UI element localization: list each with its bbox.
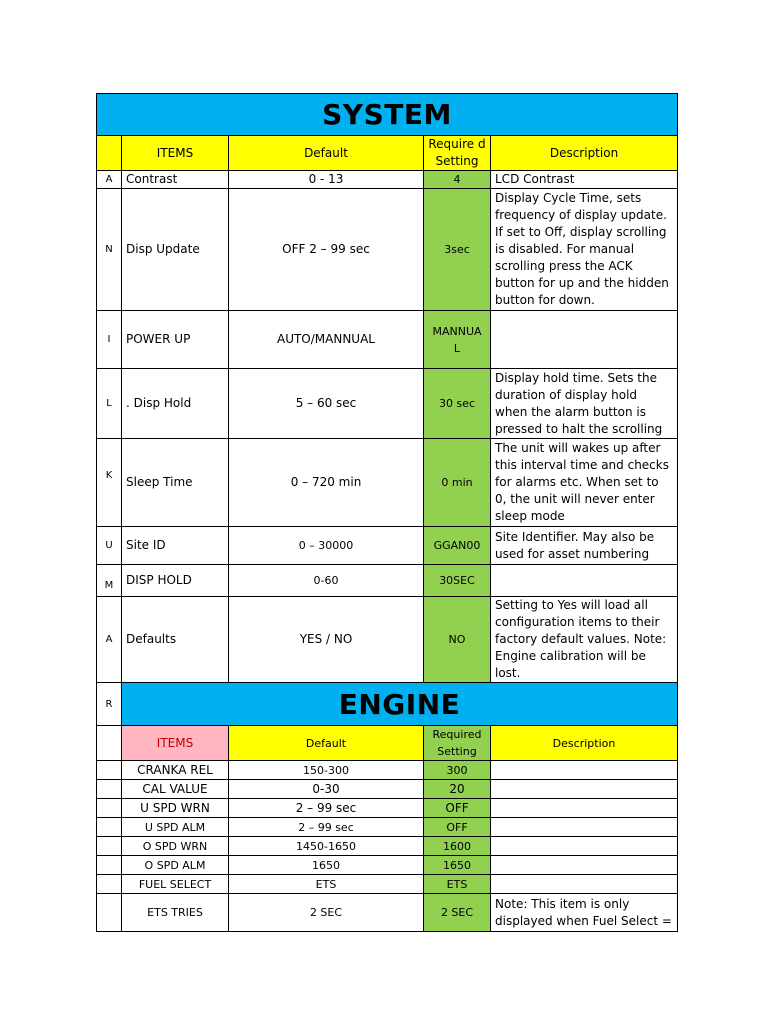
default-value: YES / NO xyxy=(229,597,424,683)
table-row xyxy=(97,799,678,818)
required-setting: 0 min xyxy=(424,439,491,527)
default-value: 2 – 99 sec xyxy=(229,818,424,837)
description xyxy=(491,565,678,597)
header-required-setting: Required Setting xyxy=(424,726,491,761)
required-setting: 30 sec xyxy=(424,369,491,439)
table-row xyxy=(97,761,678,780)
table-row xyxy=(97,818,678,837)
table-row xyxy=(97,171,678,189)
row-letter: N xyxy=(97,189,122,311)
default-value: 2 SEC xyxy=(229,894,424,932)
required-setting: 300 xyxy=(424,761,491,780)
default-value: 0-30 xyxy=(229,780,424,799)
table-row xyxy=(97,527,678,565)
description xyxy=(491,780,678,799)
description xyxy=(491,875,678,894)
header-letter-cell xyxy=(97,136,122,171)
default-value: 1650 xyxy=(229,856,424,875)
item-name: CAL VALUE xyxy=(122,780,229,799)
system-title: SYSTEM xyxy=(97,94,678,136)
item-name: Disp Update xyxy=(122,189,229,311)
header-default: Default xyxy=(229,136,424,171)
header-items: ITEMS xyxy=(122,136,229,171)
description: LCD Contrast xyxy=(491,171,678,189)
item-name: CRANKA REL xyxy=(122,761,229,780)
default-value: OFF 2 – 99 sec xyxy=(229,189,424,311)
row-letter: R xyxy=(97,683,122,726)
item-name: Sleep Time xyxy=(122,439,229,527)
description xyxy=(491,818,678,837)
required-setting: MANNUA L xyxy=(424,311,491,369)
item-name: Site ID xyxy=(122,527,229,565)
item-name: U SPD ALM xyxy=(122,818,229,837)
description: Display Cycle Time, sets frequency of display update. If set to Off, display scrolling is disabled. For manual scrolling press the ACK button for up and the hidden button for down. xyxy=(491,189,678,311)
table-row xyxy=(97,369,678,439)
description: Site Identifier. May also be used for asset numbering xyxy=(491,527,678,565)
row-letter: I xyxy=(97,311,122,369)
item-name: Defaults xyxy=(122,597,229,683)
table-row xyxy=(97,565,678,597)
row-letter xyxy=(97,780,122,799)
required-setting: 1650 xyxy=(424,856,491,875)
header-required-setting: Require d Setting xyxy=(424,136,491,171)
default-value: ETS xyxy=(229,875,424,894)
row-letter xyxy=(97,837,122,856)
description: Note: This item is only displayed when Fuel Select = xyxy=(491,894,678,932)
required-setting: ETS xyxy=(424,875,491,894)
item-name: O SPD ALM xyxy=(122,856,229,875)
default-value: 0 - 13 xyxy=(229,171,424,189)
header-description: Description xyxy=(491,136,678,171)
default-value: 5 – 60 sec xyxy=(229,369,424,439)
required-setting: OFF xyxy=(424,818,491,837)
row-letter xyxy=(97,894,122,932)
default-value: 0 – 30000 xyxy=(229,527,424,565)
description xyxy=(491,799,678,818)
required-setting: 30SEC xyxy=(424,565,491,597)
table-row xyxy=(97,780,678,799)
item-name: ETS TRIES xyxy=(122,894,229,932)
row-letter: L xyxy=(97,369,122,439)
engine-title: ENGINE xyxy=(122,683,678,726)
row-letter xyxy=(97,875,122,894)
description xyxy=(491,311,678,369)
row-letter: U xyxy=(97,527,122,565)
table-row xyxy=(97,875,678,894)
row-letter: K xyxy=(97,439,122,527)
required-setting: 2 SEC xyxy=(424,894,491,932)
header-items: ITEMS xyxy=(122,726,229,761)
required-setting: 20 xyxy=(424,780,491,799)
row-letter xyxy=(97,761,122,780)
default-value: 2 – 99 sec xyxy=(229,799,424,818)
row-letter: A xyxy=(97,171,122,189)
item-name: FUEL SELECT xyxy=(122,875,229,894)
default-value: 0 – 720 min xyxy=(229,439,424,527)
row-letter: M xyxy=(97,565,122,597)
item-name: POWER UP xyxy=(122,311,229,369)
default-value: 150-300 xyxy=(229,761,424,780)
description xyxy=(491,856,678,875)
header-default: Default xyxy=(229,726,424,761)
description: Setting to Yes will load all configuration items to their factory default values. Note: Engine calibration will be lost. xyxy=(491,597,678,683)
system-header-row xyxy=(97,136,678,171)
item-name: DISP HOLD xyxy=(122,565,229,597)
required-setting: 3sec xyxy=(424,189,491,311)
table-row xyxy=(97,597,678,683)
description: The unit will wakes up after this interval time and checks for alarms etc. When set to 0, the unit will never enter sleep mode xyxy=(491,439,678,527)
table-row xyxy=(97,311,678,369)
table-row xyxy=(97,439,678,527)
row-letter xyxy=(97,856,122,875)
default-value: 0-60 xyxy=(229,565,424,597)
header-description: Description xyxy=(491,726,678,761)
description: Display hold time. Sets the duration of display hold when the alarm button is pressed to halt the scrolling xyxy=(491,369,678,439)
required-setting: 4 xyxy=(424,171,491,189)
required-setting: OFF xyxy=(424,799,491,818)
row-letter xyxy=(97,799,122,818)
row-letter: A xyxy=(97,597,122,683)
table-row xyxy=(97,856,678,875)
required-setting: 1600 xyxy=(424,837,491,856)
header-letter-cell xyxy=(97,726,122,761)
engine-header-row xyxy=(97,726,678,761)
row-letter xyxy=(97,818,122,837)
required-setting: GGAN00 xyxy=(424,527,491,565)
item-name: . Disp Hold xyxy=(122,369,229,439)
default-value: AUTO/MANNUAL xyxy=(229,311,424,369)
table-row xyxy=(97,189,678,311)
settings-table xyxy=(96,93,678,932)
table-row xyxy=(97,894,678,932)
item-name: U SPD WRN xyxy=(122,799,229,818)
description xyxy=(491,761,678,780)
default-value: 1450-1650 xyxy=(229,837,424,856)
required-setting: NO xyxy=(424,597,491,683)
item-name: Contrast xyxy=(122,171,229,189)
description xyxy=(491,837,678,856)
table-row xyxy=(97,837,678,856)
item-name: O SPD WRN xyxy=(122,837,229,856)
